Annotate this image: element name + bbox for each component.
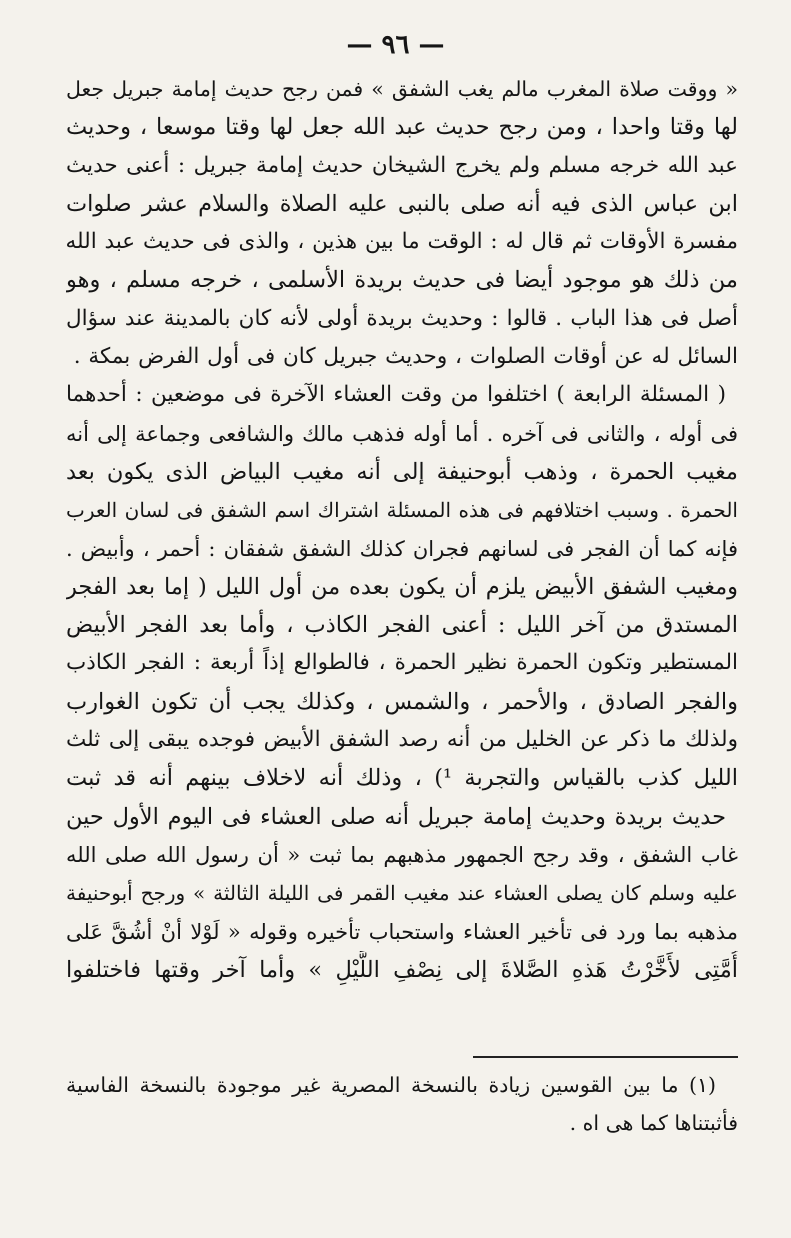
text-line: عليه وسلم كان يصلى العشاء عند مغيب القمر فى الليلة الثالثة » ورجح أبوحنيفة <box>66 881 738 906</box>
text-line: ولذلك ما ذكر عن الخليل من أنه رصد الشفق الأبيض فوجده يبقى إلى ثلث <box>66 727 738 753</box>
text-line: غاب الشفق ، وقد رجح الجمهور مذهبهم بما ثبت « أن رسول الله صلى الله <box>66 842 738 867</box>
text-line: مفسرة الأوقات ثم قال له : الوقت ما بين هذين ، والذى فى حديث عبد الله <box>66 229 738 255</box>
main-text <box>66 70 738 989</box>
text-line: أصل فى هذا الباب . قالوا : وحديث بريدة أولى لأنه كان بالمدينة عند سؤال <box>66 305 738 331</box>
footnotes <box>66 1066 738 1142</box>
text-line: المستدق من آخر الليل : أعنى الفجر الكاذب ، وأما بعد الفجر الأبيض <box>66 612 738 639</box>
text-line: « ووقت صلاة المغرب مالم يغب الشفق » فمن رجح حديث إمامة جبريل جعل <box>66 77 738 101</box>
text-line: والفجر الصادق ، والأحمر ، والشمس ، وكذلك يجب أن تكون الغوارب <box>66 688 738 715</box>
text-line: مغيب الحمرة ، وذهب أبوحنيفة إلى أنه مغيب البياض الذى يكون بعد <box>66 458 738 485</box>
text-line: ومغيب الشفق الأبيض يلزم أن يكون بعده من أول الليل ( إما بعد الفجر <box>66 573 738 600</box>
text-line: أُمَّتِى لأَخَّرْتُ هَذهِ الصَّلاةَ إلى نِصْفِ اللَّيْلِ » وأما آخر وقتها فاختلفوا <box>66 956 738 983</box>
text-line: فإنه كما أن الفجر فى لسانهم فجران كذلك الشفق شفقان : أحمر ، وأبيض . <box>66 536 738 561</box>
text-line: الحمرة . وسبب اختلافهم فى هذه المسئلة اشتراك اسم الشفق فى لسان العرب <box>66 498 738 523</box>
footnote-line: فأثبتناها كما هى اه . <box>569 1111 738 1135</box>
footnote-line: (١) ما بين القوسين زيادة بالنسخة المصرية غير موجودة بالنسخة الفاسية <box>66 1073 716 1097</box>
text-line: من ذلك هو موجود أيضا فى حديث بريدة الأسلمى ، خرجه مسلم ، وهو <box>66 267 738 294</box>
text-line: الليل كذب بالقياس والتجربة ¹) ، وذلك أنه لاخلاف بينهم أنه قد ثبت <box>66 765 738 792</box>
text-line: المستطير وتكون الحمرة نظير الحمرة ، فالطوالع إذاً أربعة : الفجر الكاذب <box>66 650 738 676</box>
text-line: مذهبه بما ورد فى تأخير العشاء واستحباب تأخيره وقوله « لَوْلا أنْ أشُقَّ عَلى <box>66 919 738 944</box>
page-number: — ٩٦ — <box>346 30 445 60</box>
text-line: ابن عباس الذى فيه أنه صلى بالنبى عليه الصلاة والسلام عشر صلوات <box>66 190 738 217</box>
text-line: ( المسئلة الرابعة ) اختلفوا من وقت العشاء الآخرة فى موضعين : أحدهما <box>66 382 726 408</box>
text-line: لها وقتا واحدا ، ومن رجح حديث عبد الله جعل لها وقتا موسعا ، وحديث <box>66 114 738 141</box>
footnote-divider <box>473 1056 738 1058</box>
text-line: عبد الله خرجه مسلم ولم يخرج الشيخان حديث إمامة جبريل : أعنى حديث <box>66 152 738 178</box>
text-line: السائل له عن أوقات الصلوات ، وحديث جبريل كان فى أول الفرض بمكة . <box>73 344 738 370</box>
text-line: فى أوله ، والثانى فى آخره . أما أوله فذهب مالك والشافعى وجماعة إلى أنه <box>66 421 738 446</box>
text-line: حديث بريدة وحديث إمامة جبريل أنه صلى العشاء فى اليوم الأول حين <box>66 803 726 830</box>
